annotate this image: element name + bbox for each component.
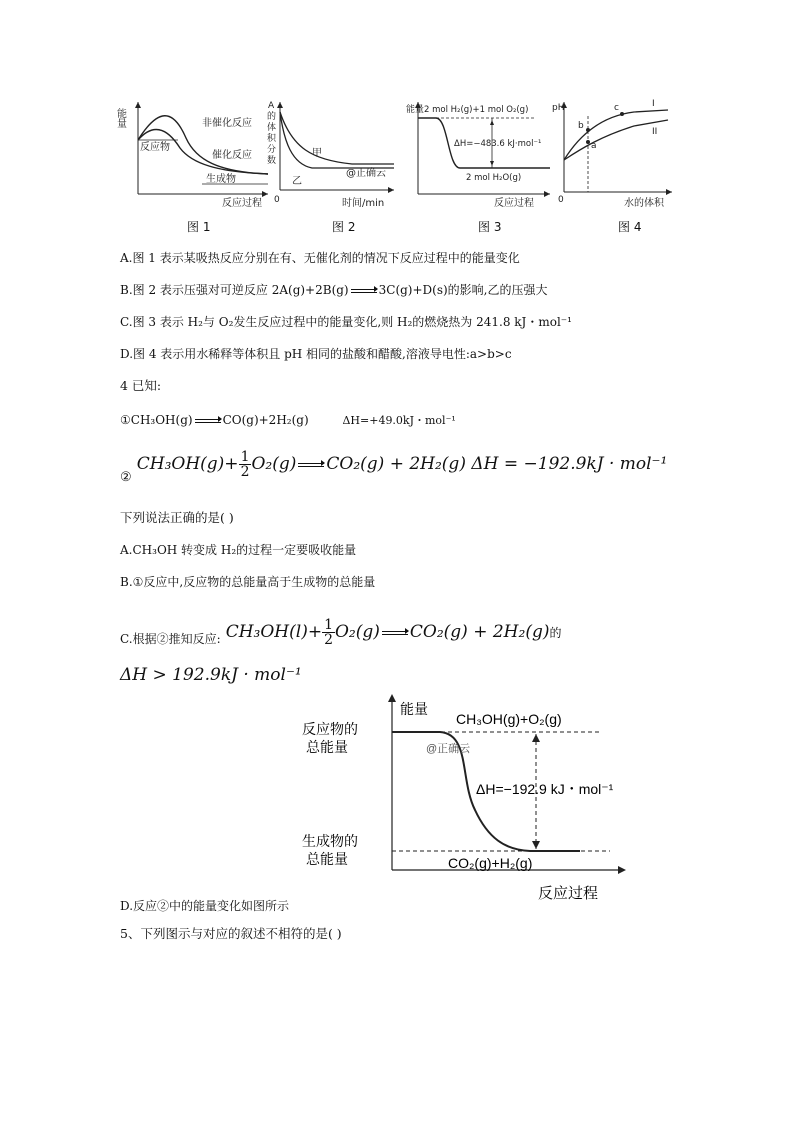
svg-text:体: 体 [267, 123, 277, 133]
q4-equation-2: $_②$ CH₃OH(g)+ $\frac{1}{2}$ O₂(g) CO₂(g) + 2H₂(g) ΔH = −192.9kJ · mol⁻¹ [120, 449, 668, 485]
svg-text:的: 的 [267, 112, 277, 122]
q5-text: 5、下列图示与对应的叙述不相符的是( ) [120, 926, 342, 941]
q4-option-b: B.①反应中,反应物的总能量高于生成物的总能量 [120, 575, 376, 589]
fig1-reactant-label: 反应物 [140, 142, 170, 153]
figure-3 [404, 98, 554, 210]
fig1-x-label: 反应过程 [222, 198, 262, 209]
svg-text:分: 分 [267, 145, 277, 155]
equilibrium-arrow-icon [351, 289, 377, 293]
fig2-origin: 0 [274, 195, 280, 205]
q4-equation-1: ①CH₃OH(g) CO(g)+2H₂(g) ΔH=+49.0kJ・mol⁻¹ [120, 413, 456, 427]
fig4-point-c: c [614, 103, 619, 113]
yield-arrow-icon [298, 463, 324, 467]
yield-arrow-icon [195, 419, 221, 423]
figure-2 [262, 98, 402, 210]
fig3-caption: 图 3 [478, 220, 502, 234]
q3-option-c: C.图 3 表示 H₂与 O₂发生反应过程中的能量变化,则 H₂的燃烧热为 241.8 kJ・mol⁻¹ [120, 315, 572, 329]
fig3-y-label: 能量 [406, 105, 425, 115]
fig4-point-b: b [578, 121, 584, 131]
fig4-curve1: I [652, 99, 655, 109]
fig3-x-label: 反应过程 [494, 198, 534, 209]
energy-diagram [300, 690, 670, 904]
svg-text:数: 数 [267, 156, 277, 166]
fig3-bottom-label: 2 mol H₂O(g) [466, 173, 522, 183]
q4-option-c: $_{C.根据②推知反应:}$ CH₃OH(l)+ $\frac{1}{2}$ O₂(g) CO₂(g) + 2H₂(g)的 [120, 617, 562, 648]
fig4-curve2: II [652, 127, 658, 137]
fig2-caption: 图 2 [332, 220, 356, 234]
q4-option-c-dh: ΔH > 192.9kJ · mol⁻¹ [120, 665, 302, 685]
yield-arrow-icon [382, 631, 408, 635]
fig2-watermark: @正确云 [346, 168, 386, 179]
fig1-curve1-label: 非催化反应 [202, 118, 252, 129]
fig4-y-label: pH [552, 103, 565, 113]
diagram-product-label-2: 总能量 [306, 851, 348, 867]
diagram-bottom-species: CO₂(g)+H₂(g) [448, 855, 533, 871]
fig3-dh-label: ΔH=−483.6 kJ·mol⁻¹ [454, 139, 542, 149]
q4-option-d: D.反应②中的能量变化如图所示 [120, 899, 290, 913]
fig1-product-label: 生成物 [206, 174, 236, 185]
diagram-x-label: 反应过程 [538, 885, 599, 902]
svg-text:积: 积 [267, 134, 277, 144]
fig1-caption: 图 1 [187, 220, 211, 234]
figure-4 [552, 98, 676, 210]
diagram-reactant-label-1: 反应物的 [302, 721, 358, 737]
fig4-origin: 0 [558, 195, 564, 205]
fig2-series1: 甲 [312, 148, 322, 159]
q4-question: 下列说法正确的是( ) [120, 510, 234, 525]
fig2-y-label [267, 101, 277, 166]
diagram-watermark: @正确云 [426, 743, 471, 755]
fraction-half: $\frac{1}{2}$ [324, 617, 333, 648]
fraction-half: $\frac{1}{2}$ [240, 449, 250, 480]
figure-1 [114, 98, 278, 210]
fig1-curve2-label: 催化反应 [212, 150, 252, 161]
q3-option-d: D.图 4 表示用水稀释等体积且 pH 相同的盐酸和醋酸,溶液导电性:a>b>c [120, 347, 512, 361]
diagram-product-label-1: 生成物的 [302, 833, 358, 849]
fig3-top-label: 2 mol H₂(g)+1 mol O₂(g) [424, 105, 529, 115]
diagram-y-label: 能量 [400, 701, 428, 717]
q3-option-a: A.图 1 表示某吸热反应分别在有、无催化剂的情况下反应过程中的能量变化 [120, 251, 520, 265]
diagram-dh-label: ΔH=−192.9 kJ・mol⁻¹ [476, 781, 614, 797]
svg-text:A: A [268, 101, 275, 111]
fig4-x-label: 水的体积 [624, 198, 664, 209]
q3-option-b: B.图 2 表示压强对可逆反应 2A(g)+2B(g) 3C(g)+D(s)的影响,乙的压强大 [120, 283, 548, 297]
fig4-point-a: a [591, 141, 597, 151]
diagram-reactant-label-2: 总能量 [306, 739, 348, 755]
q4-intro: 4 已知: [120, 378, 162, 393]
fig2-series2: 乙 [292, 176, 302, 187]
fig4-caption: 图 4 [618, 220, 642, 234]
diagram-top-species: CH₃OH(g)+O₂(g) [456, 711, 562, 727]
q4-option-a: A.CH₃OH 转变成 H₂的过程一定要吸收能量 [120, 543, 357, 557]
fig2-x-label: 时间/min [342, 198, 385, 209]
fig1-y-label: 能量 [114, 108, 126, 128]
